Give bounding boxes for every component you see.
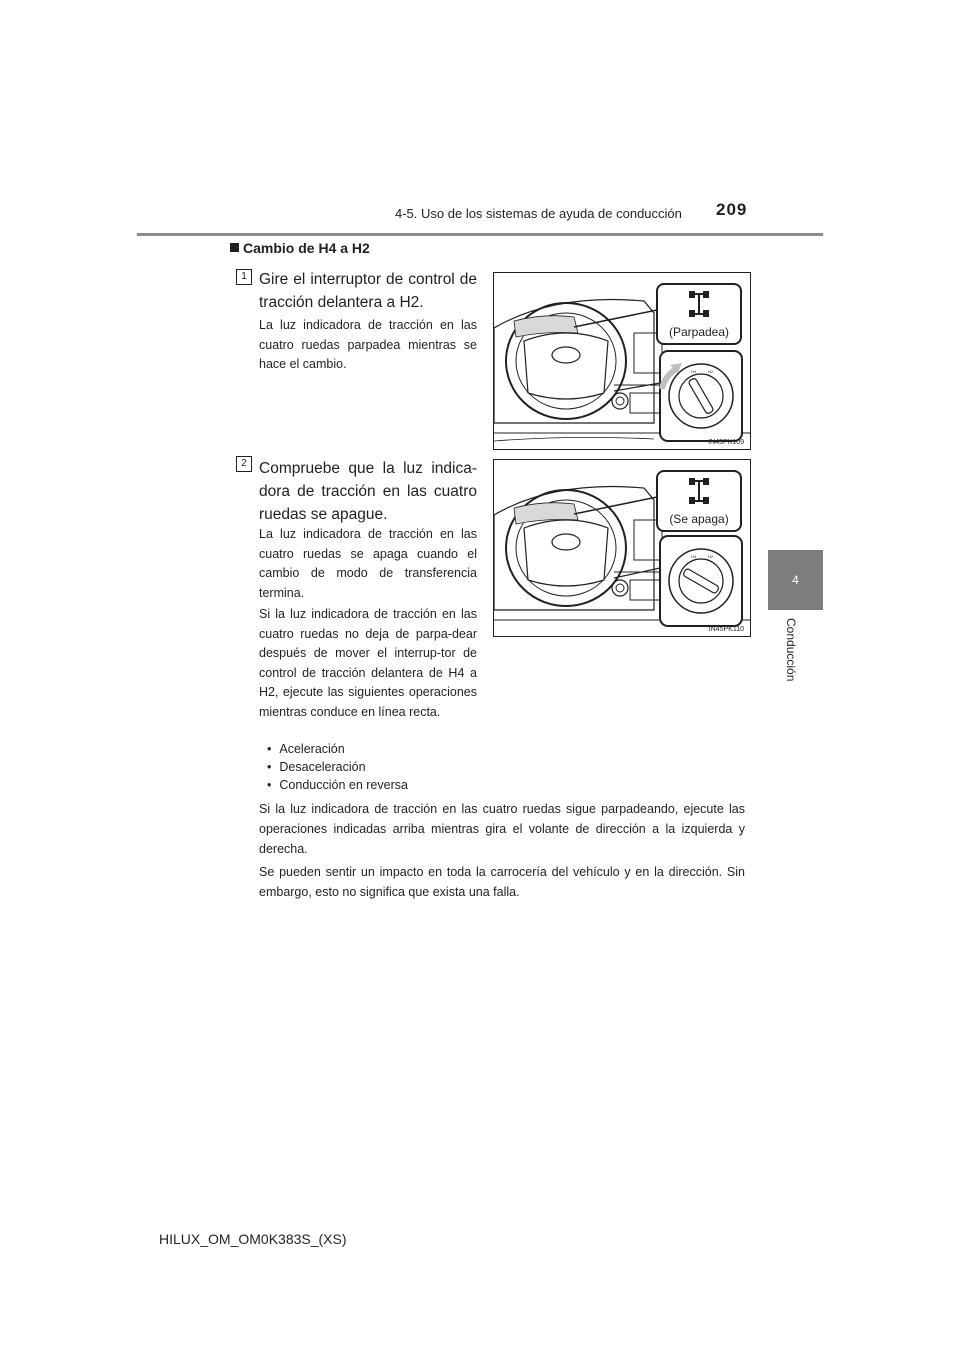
figure-code: IN45PK110 [708,626,744,633]
list-item: • Conducción en reversa [267,776,408,794]
svg-text:H4: H4 [691,554,697,559]
operations-list [267,740,408,794]
page-number: 209 [716,200,748,219]
four-wheel-drive-indicator-icon [686,476,712,506]
callout-label: (Parpadea) [668,325,730,339]
section-heading [230,240,370,256]
square-bullet-icon [230,243,239,252]
step-2-note-extra: Si la luz indicadora de tracción en las cuatro ruedas no deja de parpa-dear después de mover el interrup-tor de control de tracción delantera de H4 a H2, ejecute las siguientes operaciones mientras conduce en línea recta. [259,607,477,719]
header-divider [137,233,823,236]
chapter-label: Conducción [784,618,798,682]
section-heading-text: Cambio de H4 a H2 [243,240,370,256]
four-wheel-drive-indicator-icon [686,289,712,319]
indicator-callout [656,470,742,532]
indicator-callout [656,283,742,345]
paragraph-steering: Si la luz indicadora de tracción en las cuatro ruedas sigue parpadeando, ejecute las operaciones indicadas arriba mientras gira el volante de dirección a la izquierda y derecha. [259,802,745,856]
svg-text:H2: H2 [708,369,714,374]
callout-label: (Se apaga) [669,512,729,526]
step-number-2: 2 [236,456,252,472]
step-number-1: 1 [236,269,252,285]
svg-text:H2: H2 [708,554,714,559]
step-2-note: La luz indicadora de tracción en las cuatro ruedas se apaga cuando el cambio de modo de transferencia termina. [259,527,477,600]
manual-code: HILUX_OM_OM0K383S_(XS) [159,1231,347,1247]
list-item: • Aceleración [267,740,408,758]
header-section-title: 4-5. Uso de los sistemas de ayuda de conducción [395,206,682,221]
step-2-instruction: Compruebe que la luz indica-dora de tracción en las cuatro ruedas se apague. [259,460,477,523]
figure-step-2 [493,459,751,637]
paragraph-impact: Se pueden sentir un impacto en toda la carrocería del vehículo y en la dirección. Sin embargo, esto no significa que exista una falla. [259,865,745,899]
figure-code: IN45PK109 [708,439,744,446]
svg-text:H4: H4 [691,369,697,374]
step-1-instruction: Gire el interruptor de control de tracción delantera a H2. [259,271,477,311]
chapter-tab: 4 [768,550,823,610]
step-1-note: La luz indicadora de tracción en las cuatro ruedas parpadea mientras se hace el cambio. [259,318,477,371]
list-item: • Desaceleración [267,758,408,776]
figure-step-1 [493,272,751,450]
